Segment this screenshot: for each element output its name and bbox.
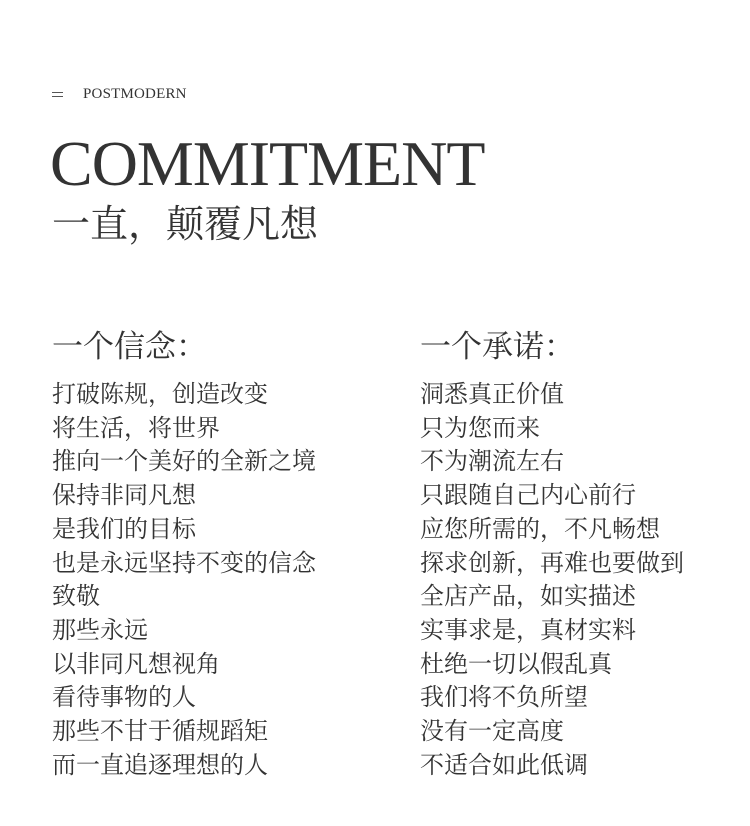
promise-line: 只为您而来 — [420, 413, 540, 442]
eyebrow-label: POSTMODERN — [83, 86, 187, 102]
promise-line: 不为潮流左右 — [420, 447, 564, 476]
promise-line: 探求创新，再难也要做到 — [420, 548, 684, 577]
belief-line: 是我们的目标 — [52, 514, 196, 543]
belief-line: 以非同凡想视角 — [52, 649, 220, 678]
promise-list — [420, 378, 740, 782]
belief-section — [52, 322, 372, 782]
promise-line: 不适合如此低调 — [420, 750, 588, 779]
belief-line: 那些永远 — [52, 615, 148, 644]
belief-line: 致敬 — [52, 582, 100, 611]
belief-line: 将生活，将世界 — [52, 413, 220, 442]
belief-list — [52, 378, 372, 782]
belief-heading: 一个信念： — [52, 329, 207, 365]
page-subtitle: 一直，颠覆凡想 — [52, 202, 319, 246]
page-title: COMMITMENT — [50, 128, 485, 199]
belief-line: 也是永远坚持不变的信念 — [52, 548, 316, 577]
belief-line: 推向一个美好的全新之境 — [52, 447, 316, 476]
belief-line: 打破陈规，创造改变 — [52, 380, 268, 408]
promise-section — [420, 322, 740, 782]
promise-line: 全店产品，如实描述 — [420, 582, 636, 611]
promise-line: 应您所需的，不凡畅想 — [420, 514, 660, 543]
belief-line: 看待事物的人 — [52, 683, 196, 712]
promise-line: 我们将不负所望 — [420, 683, 588, 712]
double-line-icon — [52, 89, 63, 100]
eyebrow — [52, 86, 187, 103]
promise-line: 没有一定高度 — [420, 717, 564, 746]
belief-line: 而一直追逐理想的人 — [52, 750, 268, 779]
promise-line: 杜绝一切以假乱真 — [420, 649, 612, 678]
promise-line: 洞悉真正价值 — [420, 380, 564, 408]
promise-line: 实事求是，真材实料 — [420, 615, 636, 644]
promise-line: 只跟随自己内心前行 — [420, 481, 636, 510]
belief-line: 保持非同凡想 — [52, 481, 196, 510]
promise-heading: 一个承诺： — [420, 329, 575, 365]
belief-line: 那些不甘于循规蹈矩 — [52, 717, 268, 746]
